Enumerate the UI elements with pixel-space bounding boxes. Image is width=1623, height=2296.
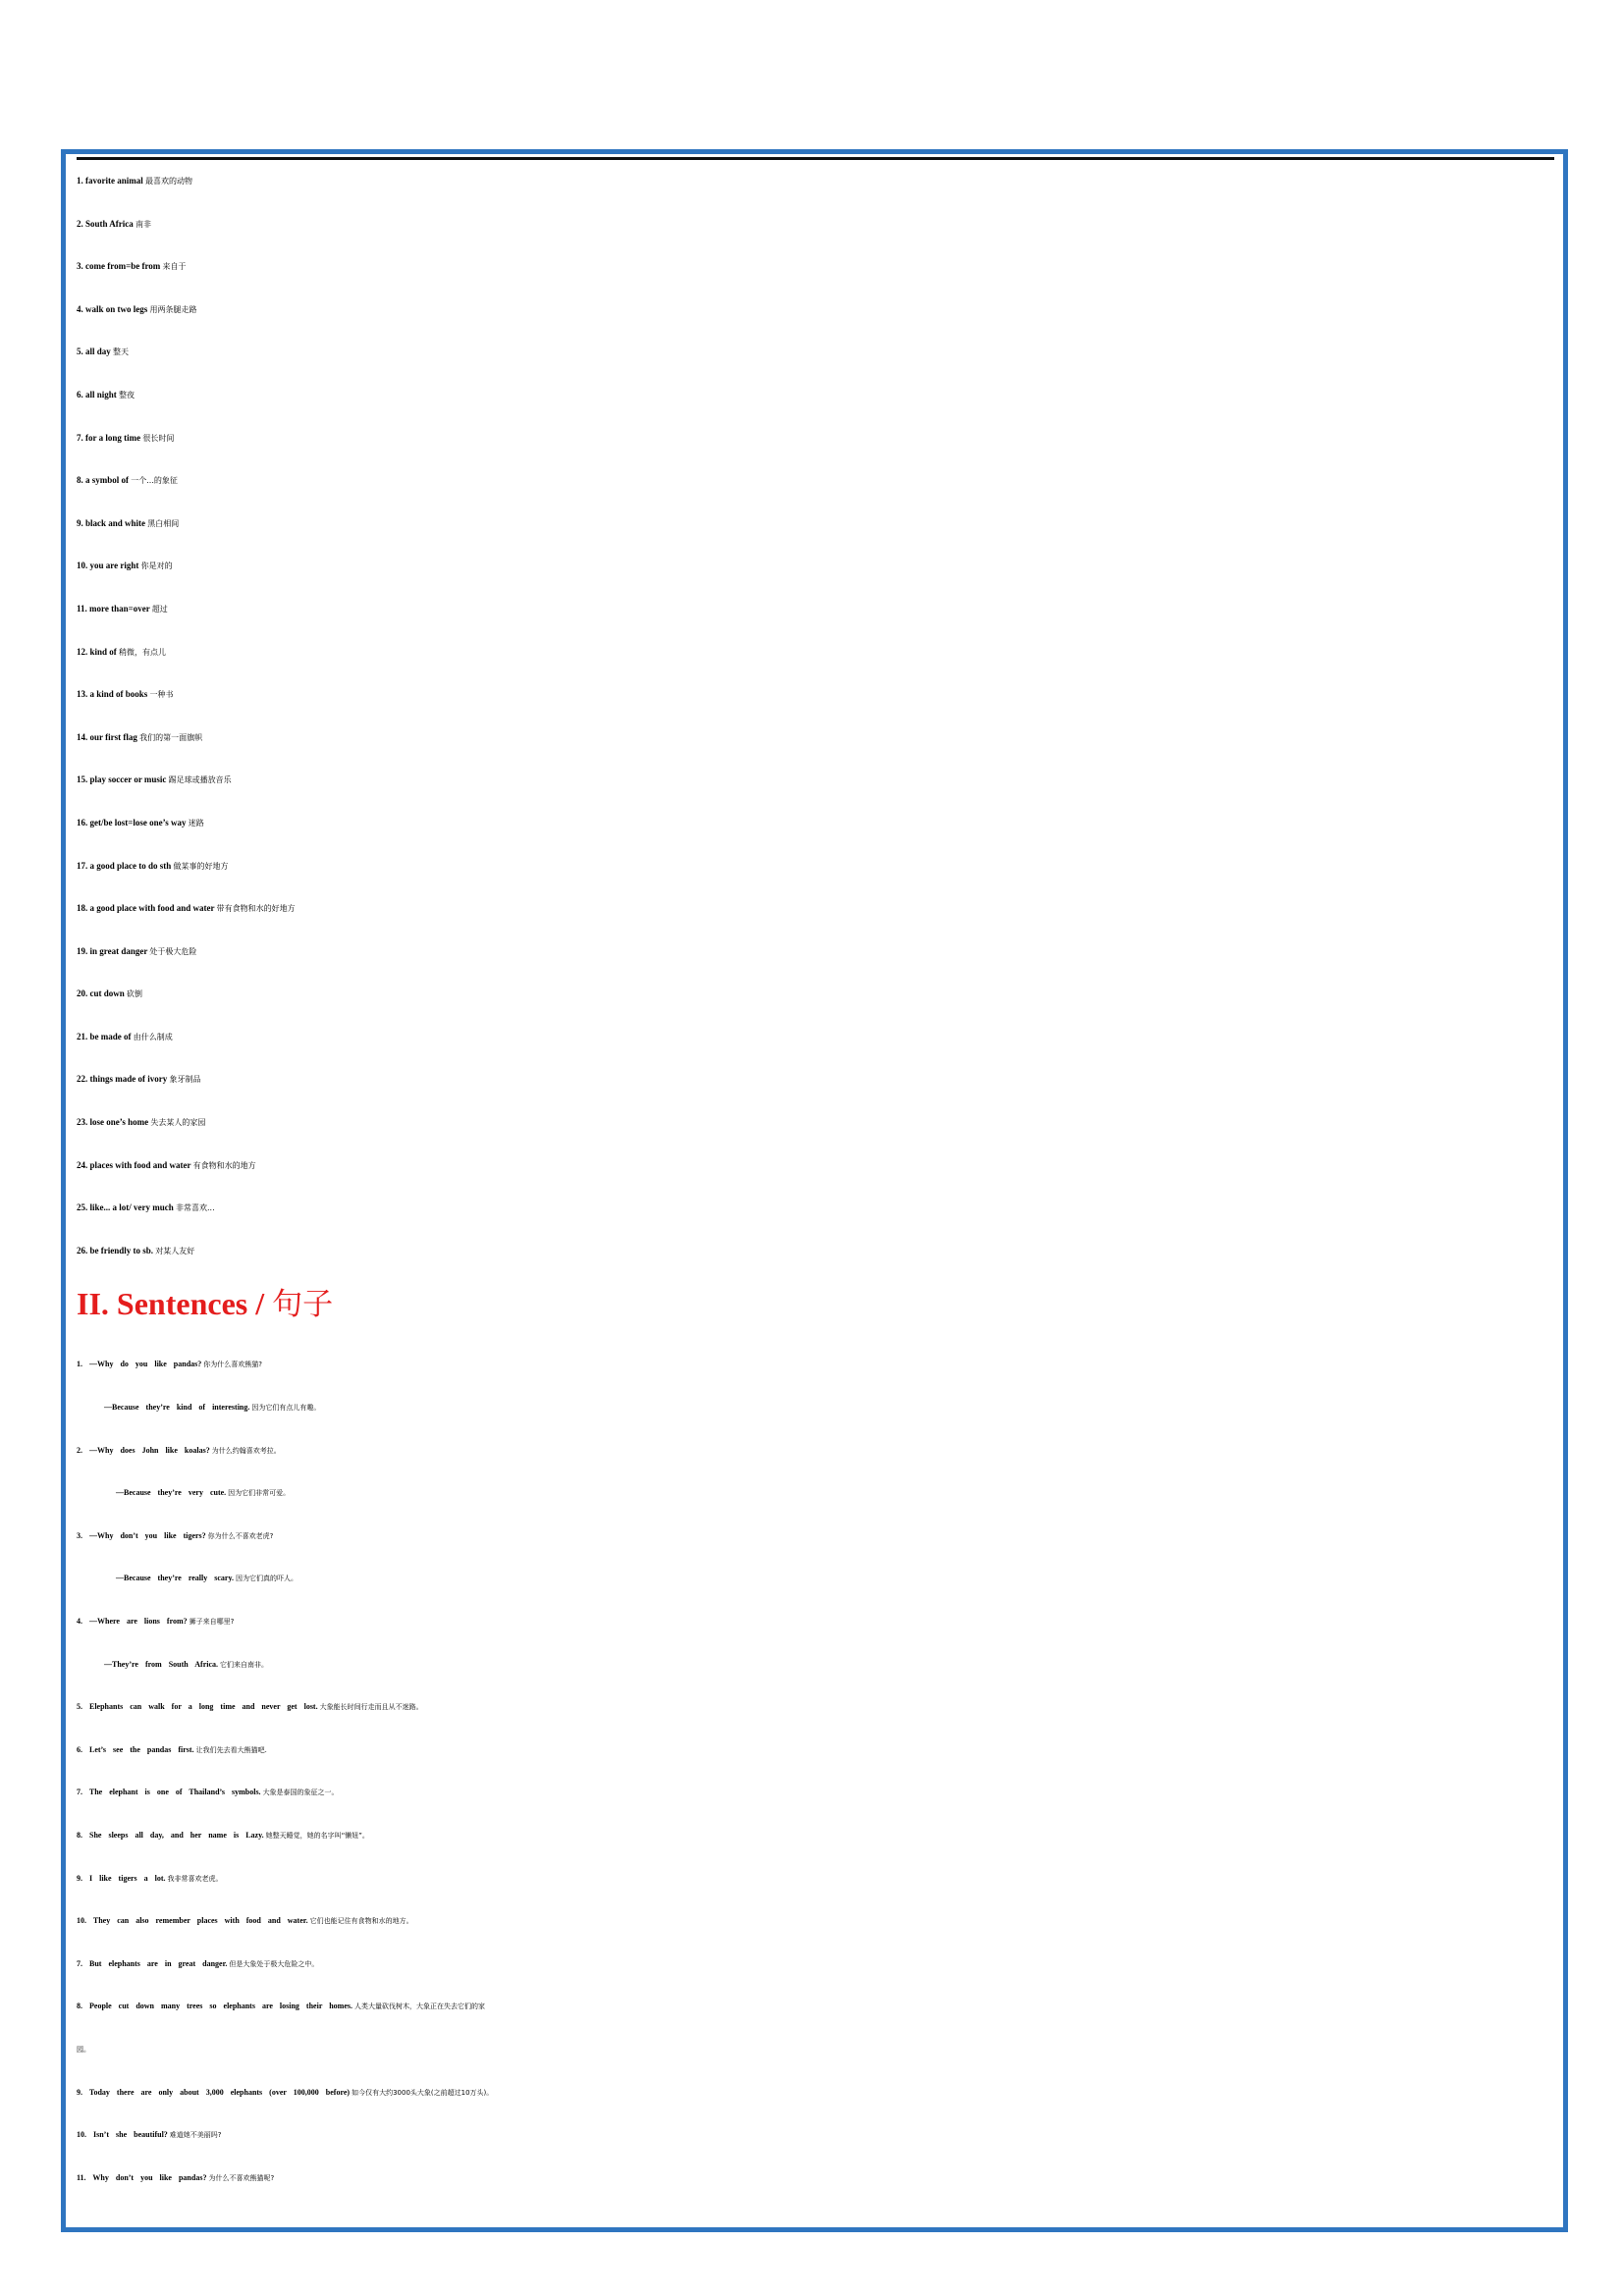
phrase-english: 9. black and white [77, 517, 146, 528]
sentence-english: —Because they’re really scary. [116, 1574, 235, 1583]
phrase-chinese: 一种书 [149, 690, 174, 700]
phrase-chinese: 稍微，有点儿 [119, 647, 167, 657]
phrase-chinese: 来自于 [162, 262, 187, 272]
phrase-chinese: 带有食物和水的好地方 [216, 904, 296, 914]
sentence-item [77, 2071, 1559, 2114]
sentence-english: —Because they’re very cute. [116, 1488, 227, 1498]
phrase-chinese: 处于极大危险 [149, 946, 197, 956]
phrase-english: 10. you are right [77, 561, 139, 571]
phrase-item [77, 845, 1559, 888]
phrase-chinese: 踢足球或播放音乐 [168, 775, 232, 785]
phrase-item [77, 759, 1559, 802]
sentence-chinese: 因为它们真的吓人。 [236, 1575, 298, 1583]
phrase-item [77, 931, 1559, 974]
phrase-chinese: 整天 [113, 347, 130, 357]
phrase-chinese: 最喜欢的动物 [145, 177, 192, 186]
sentence-chinese: 狮子来自哪里? [189, 1618, 235, 1626]
phrase-item [77, 802, 1559, 845]
sentence-list [77, 1343, 1559, 2199]
phrase-chinese: 用两条腿走路 [149, 304, 197, 314]
sentence-item [77, 1471, 1559, 1515]
sentence-item [77, 1857, 1559, 1900]
phrase-english: 7. for a long time [77, 432, 141, 443]
phrase-item [77, 503, 1559, 546]
phrase-english: 8. a symbol of [77, 475, 130, 486]
sentence-chinese: 人类大量砍伐树木，大象正在失去它们的家 [354, 2002, 485, 2011]
phrase-chinese: 做某事的好地方 [173, 861, 229, 871]
phrase-english: 4. walk on two legs [77, 303, 148, 314]
phrase-english: 19. in great danger [77, 945, 148, 956]
phrase-item [77, 417, 1559, 460]
sentence-item [77, 1643, 1559, 1686]
phrase-item [77, 203, 1559, 246]
sentence-english: 9. I like tigers a lot. [77, 1873, 166, 1883]
phrase-item [77, 631, 1559, 674]
phrase-item [77, 673, 1559, 717]
phrase-list [77, 160, 1559, 1272]
phrase-item [77, 973, 1559, 1016]
phrase-item [77, 1145, 1559, 1188]
phrase-chinese: 对某人友好 [155, 1246, 195, 1255]
phrase-item [77, 289, 1559, 332]
sentence-english: 8. People cut down many trees so elephants are losing their homes. [77, 2002, 352, 2011]
phrase-item [77, 588, 1559, 631]
sentence-english: 7. The elephant is one of Thailand’s symbols. [77, 1788, 261, 1797]
document-body [77, 160, 1559, 2199]
phrase-chinese: 整夜 [119, 390, 135, 400]
sentence-chinese: 你为什么喜欢熊猫? [203, 1361, 262, 1369]
sentence-english: —Because they’re kind of interesting. [104, 1403, 250, 1413]
phrase-english: 16. get/be lost=lose one’s way [77, 817, 187, 828]
phrase-english: 24. places with food and water [77, 1159, 191, 1170]
phrase-chinese: 失去某人的家园 [150, 1118, 206, 1128]
sentence-chinese: 我非常喜欢老虎。 [167, 1874, 223, 1883]
phrase-english: 21. be made of [77, 1031, 132, 1041]
sentence-item [77, 2113, 1559, 2157]
sentence-english: 8. She sleeps all day, and her name is Lazy. [77, 1830, 264, 1840]
sentence-item [77, 1685, 1559, 1729]
sentence-item [77, 1729, 1559, 1772]
phrase-english: 11. more than=over [77, 603, 150, 614]
phrase-english: 17. a good place to do sth [77, 860, 172, 871]
phrase-english: 18. a good place with food and water [77, 903, 215, 914]
phrase-english: 26. be friendly to sb. [77, 1245, 154, 1255]
phrase-item [77, 717, 1559, 760]
phrase-english: 6. all night [77, 389, 117, 400]
phrase-item [77, 459, 1559, 503]
sentence-english: 3. —Why don’t you like tigers? [77, 1530, 206, 1540]
sentence-chinese: 它们来自南非。 [220, 1660, 269, 1669]
phrase-item [77, 1058, 1559, 1101]
sentence-item [77, 2028, 1559, 2071]
phrase-chinese: 由什么制成 [133, 1032, 173, 1041]
phrase-chinese: 南非 [135, 219, 152, 229]
sentence-item [77, 1943, 1559, 1986]
sentence-english: 2. —Why does John like koalas? [77, 1445, 210, 1455]
phrase-chinese: 迷路 [188, 818, 204, 828]
section-heading-zh: 句子 [272, 1287, 334, 1323]
sentence-english: 10. Isn’t she beautiful? [77, 2130, 168, 2140]
sentence-chinese: 为什么约翰喜欢考拉。 [211, 1446, 281, 1455]
sentence-chinese: 难道她不美丽吗? [169, 2131, 222, 2140]
phrase-chinese: 超过 [151, 604, 168, 614]
sentence-item [77, 1985, 1559, 2028]
phrase-item [77, 1101, 1559, 1145]
phrase-english: 23. lose one’s home [77, 1117, 149, 1128]
phrase-chinese: 黑白相间 [147, 518, 180, 528]
phrase-english: 2. South Africa [77, 218, 134, 229]
phrase-english: 5. all day [77, 347, 111, 357]
sentence-item [77, 1899, 1559, 1943]
section-heading-en: II. Sentences / [77, 1286, 265, 1322]
sentence-chinese: 为什么不喜欢熊猫呢? [208, 2173, 275, 2182]
phrase-english: 20. cut down [77, 988, 125, 999]
sentence-english: 5. Elephants can walk for a long time and never get lost. [77, 1702, 318, 1712]
sentence-english: 11. Why don’t you like pandas? [77, 2172, 207, 2182]
phrase-item [77, 374, 1559, 417]
phrase-chinese: 砍倒 [127, 989, 143, 999]
sentence-item [77, 1771, 1559, 1814]
phrase-chinese: 我们的第一面旗帜 [139, 732, 203, 742]
sentence-item [77, 2157, 1559, 2200]
sentence-english: —They’re from South Africa. [104, 1659, 219, 1669]
sentence-item [77, 1343, 1559, 1386]
phrase-chinese: 你是对的 [140, 561, 173, 571]
sentence-chinese: 大象能长时间行走而且从不迷路。 [319, 1703, 423, 1712]
sentence-english: 9. Today there are only about 3,000 elephants (over 100,000 before) [77, 2087, 351, 2097]
sentence-chinese: 大象是泰国的象征之一。 [262, 1789, 339, 1797]
phrase-item [77, 160, 1559, 203]
sentence-chinese: 它们也能记住有食物和水的地方。 [309, 1917, 413, 1926]
phrase-chinese: 象牙制品 [169, 1075, 201, 1085]
sentence-chinese: 她整天睡觉，她的名字叫“懒妞”。 [265, 1831, 369, 1840]
sentence-english: 4. —Where are lions from? [77, 1617, 188, 1626]
phrase-item [77, 545, 1559, 588]
sentence-english: 6. Let’s see the pandas first. [77, 1744, 194, 1754]
sentence-chinese: 你为什么不喜欢老虎? [207, 1531, 274, 1540]
phrase-item [77, 1230, 1559, 1273]
sentence-english: 10. They can also remember places with food and water. [77, 1916, 308, 1926]
phrase-english: 22. things made of ivory [77, 1074, 168, 1085]
phrase-english: 1. favorite animal [77, 176, 143, 186]
phrase-item [77, 245, 1559, 289]
sentence-chinese: 因为它们有点儿有趣。 [251, 1404, 321, 1413]
phrase-chinese: 一个...的象征 [131, 476, 178, 486]
phrase-english: 12. kind of [77, 646, 117, 657]
phrase-chinese: 非常喜欢... [176, 1203, 215, 1213]
sentence-english: 7. But elephants are in great danger. [77, 1958, 228, 1968]
sentence-chinese: 如今仅有大约3000头大象(之前超过10万头)。 [352, 2088, 494, 2097]
sentence-chinese: 但是大象处于极大危险之中。 [229, 1959, 319, 1968]
section-heading [77, 1282, 1559, 1325]
sentence-item [77, 1557, 1559, 1600]
phrase-item [77, 887, 1559, 931]
sentence-item [77, 1515, 1559, 1558]
phrase-chinese: 很长时间 [142, 433, 175, 443]
sentence-chinese: 因为它们非常可爱。 [228, 1489, 291, 1498]
sentence-item [77, 1814, 1559, 1857]
phrase-english: 14. our first flag [77, 731, 137, 742]
sentence-english: 1. —Why do you like pandas? [77, 1360, 202, 1369]
sentence-item [77, 1600, 1559, 1643]
phrase-item [77, 331, 1559, 374]
phrase-item [77, 1187, 1559, 1230]
phrase-item [77, 1016, 1559, 1059]
phrase-chinese: 有食物和水的地方 [192, 1160, 256, 1170]
sentence-chinese: 园。 [77, 2045, 90, 2054]
phrase-english: 13. a kind of books [77, 689, 148, 700]
phrase-english: 15. play soccer or music [77, 774, 167, 785]
sentence-item [77, 1386, 1559, 1429]
sentence-item [77, 1429, 1559, 1472]
sentence-chinese: 让我们先去看大熊猫吧. [195, 1745, 267, 1754]
phrase-english: 3. come from=be from [77, 261, 161, 272]
phrase-english: 25. like... a lot/ very much [77, 1202, 174, 1213]
